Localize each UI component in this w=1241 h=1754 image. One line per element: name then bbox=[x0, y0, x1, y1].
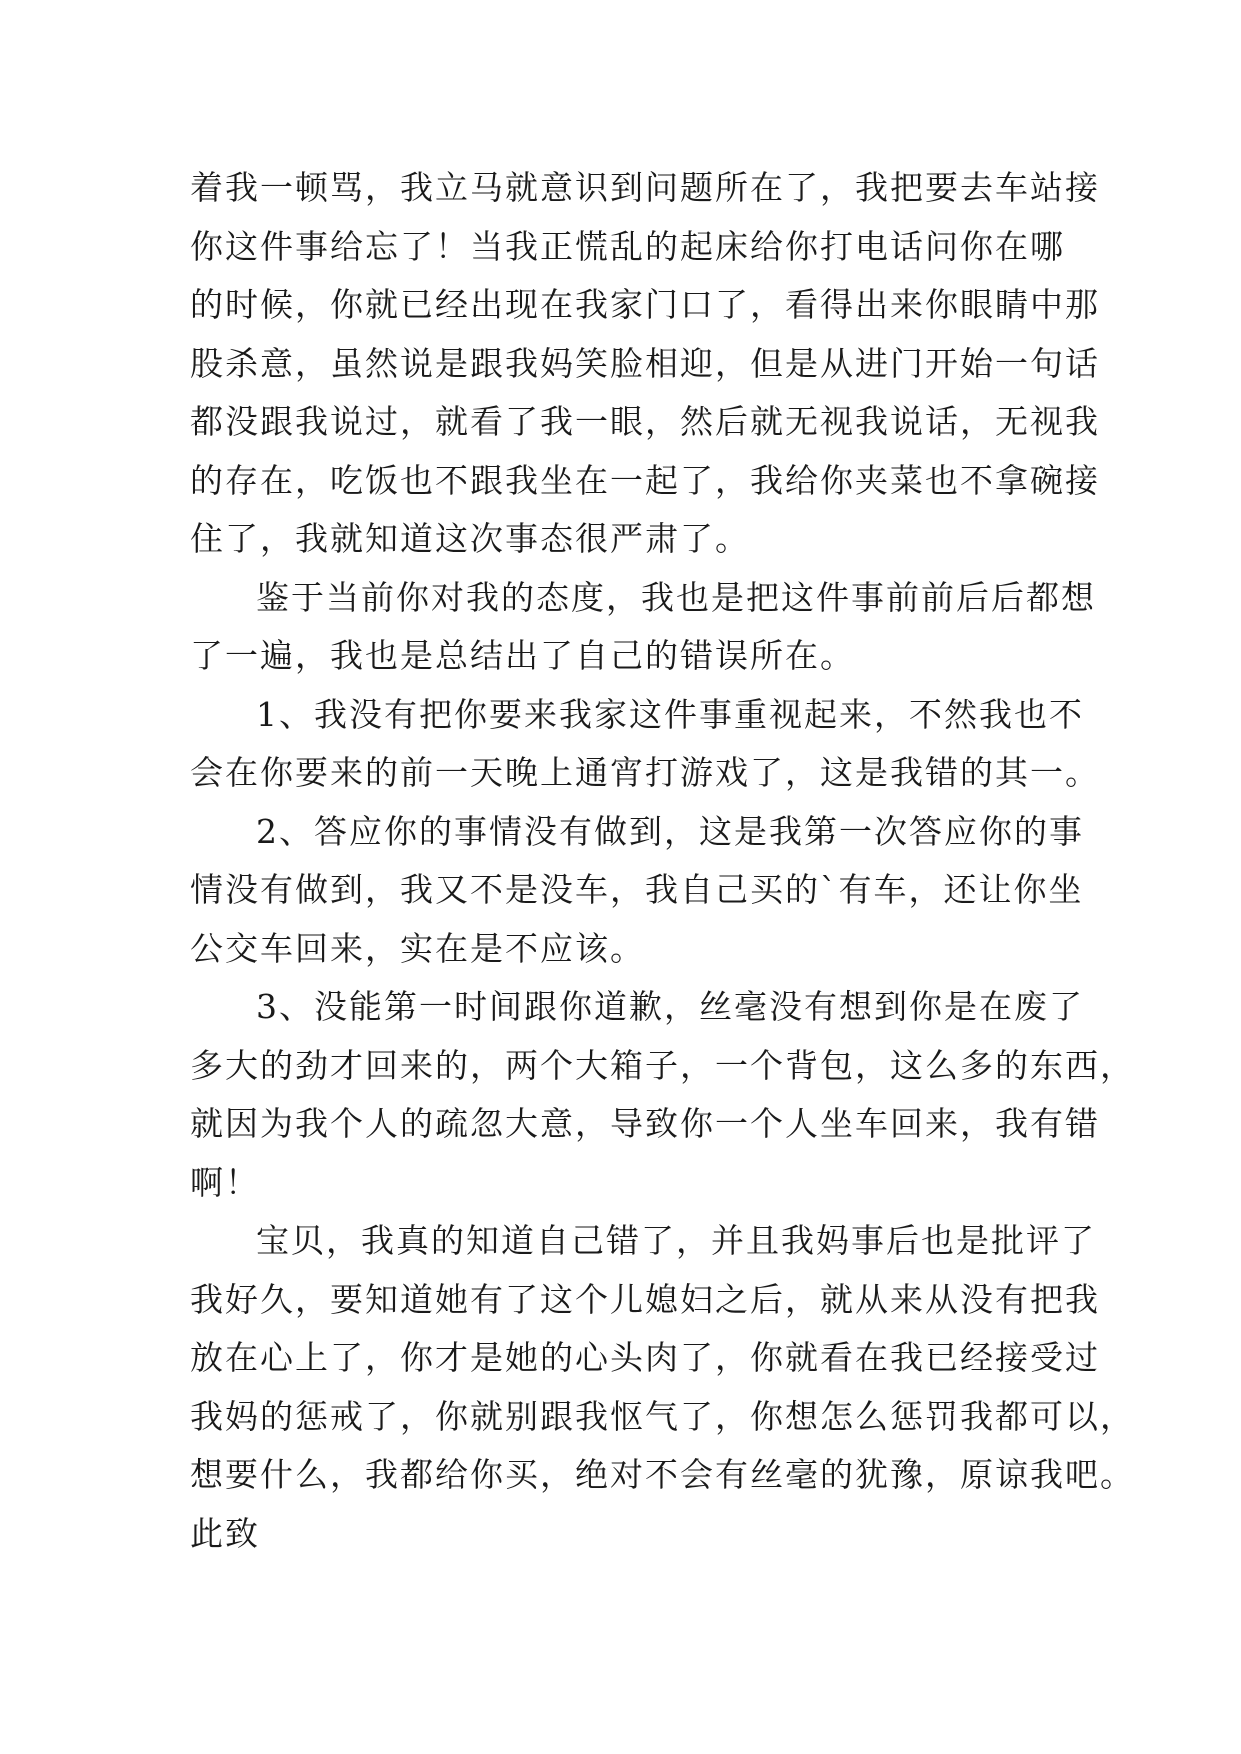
text-line: 想要什么，我都给你买，绝对不会有丝毫的犹豫，原谅我吧。 bbox=[190, 1455, 1135, 1494]
text-line: 放在心上了，你才是她的心头肉了，你就看在我已经接受过 bbox=[190, 1338, 1100, 1377]
text-line: 住了，我就知道这次事态很严肃了。 bbox=[190, 519, 750, 558]
list-item-3-line: 3、没能第一时间跟你道歉，丝毫没有想到你是在废了 bbox=[256, 987, 1084, 1026]
text-line: 的存在，吃饭也不跟我坐在一起了，我给你夹菜也不拿碗接 bbox=[190, 460, 1100, 500]
text-line: 股杀意，虽然说是跟我妈笑脸相迎，但是从进门开始一句话 bbox=[190, 343, 1100, 383]
text-line: 你这件事给忘了！当我正慌乱的起床给你打电话问你在哪 bbox=[190, 226, 1065, 266]
text-line: 情没有做到，我又不是没车，我自己买的`有车，还让你坐 bbox=[190, 870, 1084, 909]
text-line: 公交车回来，实在是不应该。 bbox=[190, 928, 645, 968]
text-line: 会在你要来的前一天晚上通宵打游戏了，这是我错的其一。 bbox=[190, 753, 1100, 792]
text-line: 啊！ bbox=[190, 1162, 260, 1202]
text-line: 就因为我个人的疏忽大意，导致你一个人坐车回来，我有错 bbox=[190, 1104, 1100, 1143]
letter-body bbox=[190, 159, 1135, 1563]
text-line: 着我一顿骂，我立马就意识到问题所在了，我把要去车站接 bbox=[190, 168, 1100, 207]
text-line: 我妈的惩戒了，你就别跟我怄气了，你想怎么惩罚我都可以， bbox=[190, 1396, 1135, 1436]
list-item-1-line: 1、我没有把你要来我家这件事重视起来，不然我也不 bbox=[256, 694, 1084, 734]
text-line: 都没跟我说过，就看了我一眼，然后就无视我说话，无视我 bbox=[190, 402, 1100, 441]
text-line: 的时候，你就已经出现在我家门口了，看得出来你眼睛中那 bbox=[190, 285, 1100, 324]
paragraph-start-line: 鉴于当前你对我的态度，我也是把这件事前前后后都想 bbox=[256, 577, 1096, 617]
text-line: 我好久，要知道她有了这个儿媳妇之后，就从来从没有把我 bbox=[190, 1279, 1100, 1319]
closing-salutation: 此致 bbox=[190, 1513, 260, 1553]
text-line: 了一遍，我也是总结出了自己的错误所在。 bbox=[190, 636, 855, 675]
paragraph-start-line: 宝贝，我真的知道自己错了，并且我妈事后也是批评了 bbox=[256, 1221, 1096, 1260]
text-line: 多大的劲才回来的，两个大箱子，一个背包，这么多的东西， bbox=[190, 1045, 1135, 1085]
list-item-2-line: 2、答应你的事情没有做到，这是我第一次答应你的事 bbox=[256, 811, 1084, 851]
